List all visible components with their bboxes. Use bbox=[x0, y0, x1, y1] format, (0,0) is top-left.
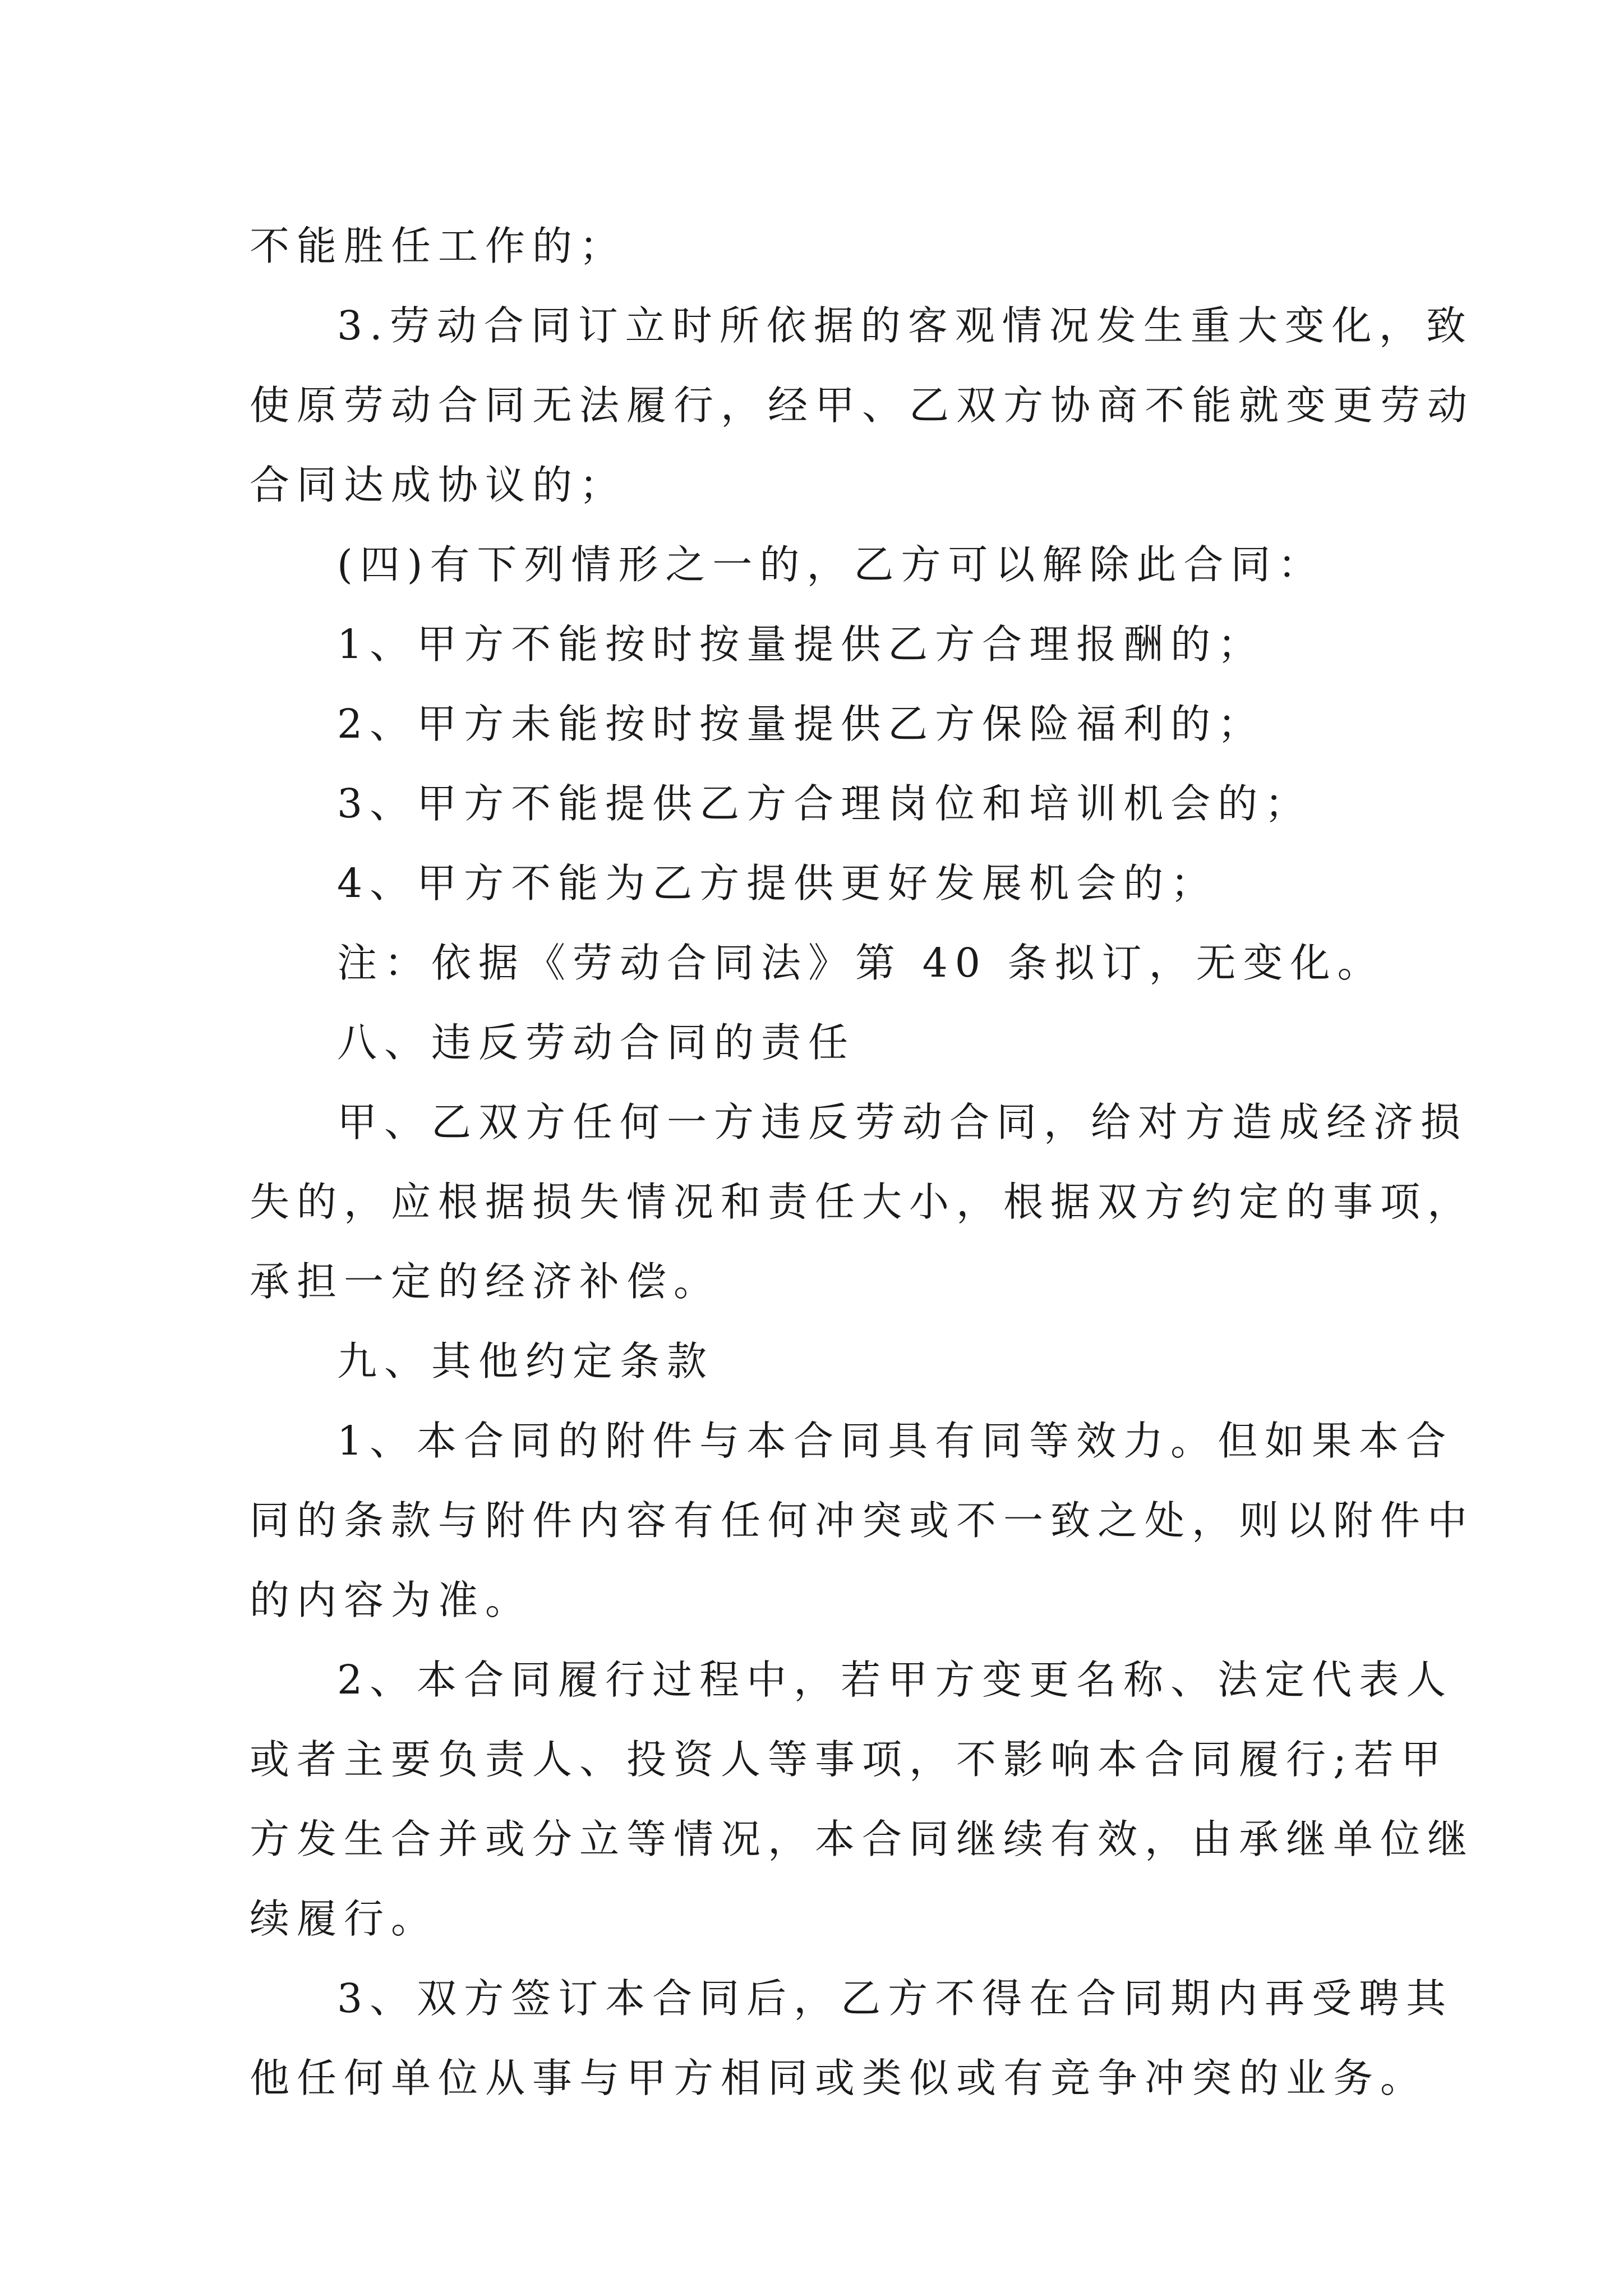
clause-1-line-3: 的内容为准。 bbox=[250, 1577, 533, 1623]
list-item-3: 3、甲方不能提供乙方合理岗位和培训机会的； bbox=[337, 780, 1312, 827]
section-heading-nine: 九、其他约定条款 bbox=[337, 1338, 714, 1384]
text-line-4: 合同达成协议的； bbox=[250, 462, 627, 508]
section-heading-four: (四)有下列情形之一的，乙方可以解除此合同： bbox=[337, 541, 1325, 588]
clause-3-line-1: 3、双方签订本合同后，乙方不得在合同期内再受聘其 bbox=[337, 1975, 1454, 2022]
clause-1-line-2: 同的条款与附件内容有任何冲突或不一致之处，则以附件中 bbox=[250, 1497, 1475, 1544]
text-line-1: 不能胜任工作的； bbox=[250, 223, 627, 269]
clause-2-line-3: 方发生合并或分立等情况，本合同继续有效，由承继单位继 bbox=[250, 1816, 1475, 1862]
text-line-13: 失的，应根据损失情况和责任大小，根据双方约定的事项， bbox=[250, 1179, 1475, 1225]
list-item-4: 4、甲方不能为乙方提供更好发展机会的； bbox=[337, 860, 1218, 907]
text-line-14: 承担一定的经济补偿。 bbox=[250, 1258, 721, 1305]
clause-2-line-4: 续履行。 bbox=[250, 1895, 439, 1942]
text-line-12: 甲、乙双方任何一方违反劳动合同，给对方造成经济损 bbox=[337, 1099, 1468, 1145]
clause-1-line-1: 1、本合同的附件与本合同具有同等效力。但如果本合 bbox=[337, 1418, 1454, 1464]
document-body bbox=[250, 206, 1475, 2118]
text-line-2: 3.劳动合同订立时所依据的客观情况发生重大变化，致 bbox=[337, 302, 1473, 349]
clause-2-line-1: 2、本合同履行过程中，若甲方变更名称、法定代表人 bbox=[337, 1657, 1454, 1703]
clause-3-line-2: 他任何单位从事与甲方相同或类似或有竞争冲突的业务。 bbox=[250, 2055, 1428, 2101]
clause-2-line-2: 或者主要负责人、投资人等事项，不影响本合同履行;若甲 bbox=[250, 1736, 1448, 1783]
list-item-2: 2、甲方未能按时按量提供乙方保险福利的； bbox=[337, 701, 1265, 747]
text-line-3: 使原劳动合同无法履行，经甲、乙双方协商不能就变更劳动 bbox=[250, 382, 1475, 429]
section-heading-eight: 八、违反劳动合同的责任 bbox=[337, 1019, 856, 1066]
note-line: 注：依据《劳动合同法》第 40 条拟订，无变化。 bbox=[337, 940, 1385, 986]
list-item-1: 1、甲方不能按时按量提供乙方合理报酬的； bbox=[337, 621, 1265, 668]
